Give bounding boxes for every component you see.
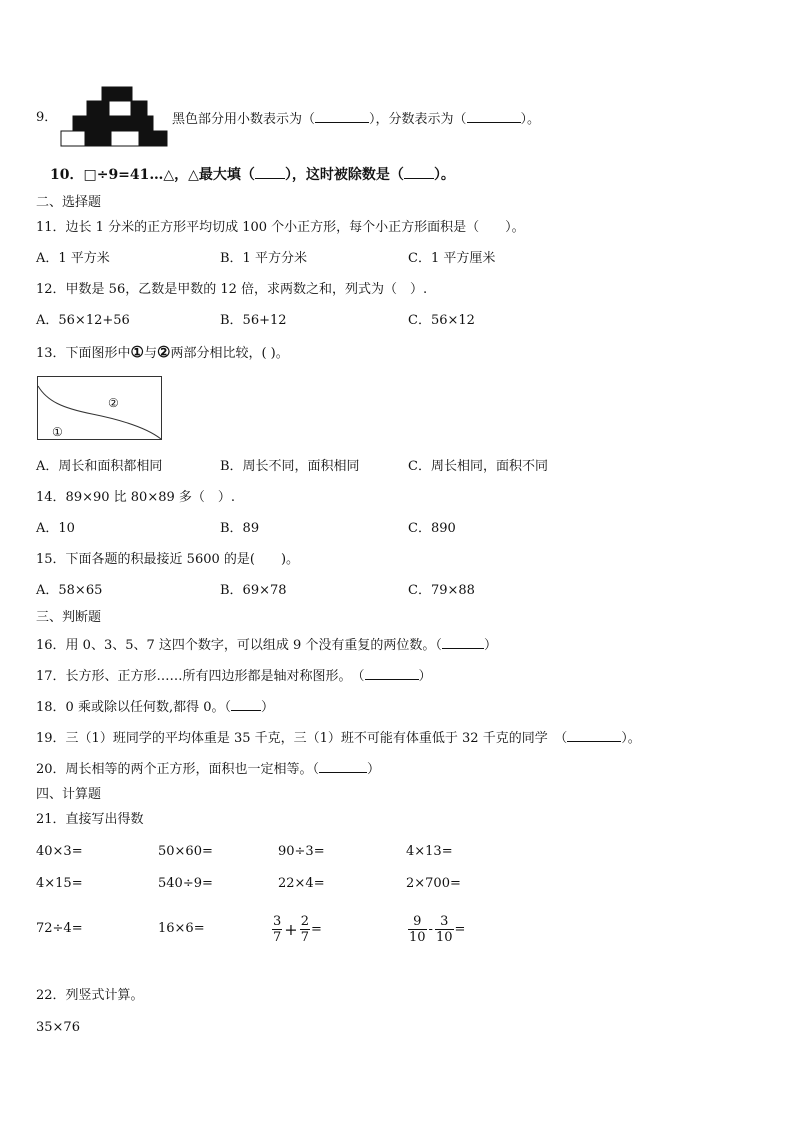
q21-r3-c2: 16×6= <box>158 921 205 936</box>
q21-r2-c2: 540÷9= <box>158 876 213 891</box>
q15-text: 15．下面各题的积最接近 5600 的是( )。 <box>36 552 300 567</box>
section-calc-heading: 四、计算题 <box>36 787 102 802</box>
q14-option-c[interactable]: C．890 <box>408 521 456 536</box>
q20-text-b: ） <box>367 762 381 777</box>
q21-r3-c1: 72÷4= <box>36 921 83 936</box>
equals-sign: = <box>454 921 466 937</box>
q9-blank-decimal[interactable] <box>315 110 369 123</box>
q21-text: 21．直接写出得数 <box>36 812 144 827</box>
q18-text <box>36 698 274 716</box>
q11-option-b[interactable]: B．1 平方分米 <box>220 251 307 266</box>
q16-text <box>36 636 497 654</box>
q12-option-a[interactable]: A．56×12+56 <box>36 313 130 328</box>
q15-option-a[interactable]: A．58×65 <box>36 583 103 598</box>
q12-option-b[interactable]: B．56+12 <box>220 313 287 328</box>
q21-r1-c2: 50×60= <box>158 844 213 859</box>
fraction: $\frac{9}{10}$ <box>409 913 426 945</box>
q13-circle-1: ① <box>130 343 144 361</box>
q10-text <box>50 166 455 183</box>
q19-answer-blank[interactable] <box>567 729 621 742</box>
q9-text <box>172 110 540 128</box>
q16-text-a: 16．用 0、3、5、7 这四个数字，可以组成 9 个没有重复的两位数。（ <box>36 638 442 653</box>
q16-text-b: ） <box>483 638 497 653</box>
q22-text: 22．列竖式计算。 <box>36 988 144 1003</box>
section-judge-heading: 三、判断题 <box>36 610 102 625</box>
q9-blank-fraction[interactable] <box>467 110 521 123</box>
q17-text-a: 17．长方形、正方形……所有四边形都是轴对称图形。 （ <box>36 669 365 684</box>
q13-text-a: 13．下面图形中 <box>36 346 131 361</box>
section-choice-heading: 二、选择题 <box>36 195 102 210</box>
q17-text <box>36 667 432 685</box>
q21-fraction-expr-1 <box>272 908 322 950</box>
q13-figure-label-2: ② <box>108 396 119 410</box>
q21-r2-c1: 4×15= <box>36 876 83 891</box>
q19-text <box>36 729 641 747</box>
q10-text-c: ）。 <box>433 167 455 183</box>
q20-text-a: 20．周长相等的两个正方形，面积也一定相等。（ <box>36 762 320 777</box>
q21-r2-c3: 22×4= <box>278 876 325 891</box>
q21-r1-c4: 4×13= <box>406 844 453 859</box>
q13-option-a[interactable]: A．周长和面积都相同 <box>36 459 163 474</box>
q19-text-b: ）。 <box>621 731 641 746</box>
q13-text-c: 两部分相比较，( )。 <box>170 346 289 361</box>
q13-text <box>36 344 289 362</box>
equals-sign: = <box>310 921 322 937</box>
q12-text: 12．甲数是 56，乙数是甲数的 12 倍，求两数之和，列式为（ ）. <box>36 282 428 297</box>
q10-blank-dividend[interactable] <box>404 166 434 179</box>
q17-answer-blank[interactable] <box>365 667 419 680</box>
q21-fraction-expr-2 <box>408 908 465 950</box>
q15-option-c[interactable]: C．79×88 <box>408 583 475 598</box>
q13-option-c[interactable]: C．周长相同，面积不同 <box>408 459 548 474</box>
q21-r2-c4: 2×700= <box>406 876 461 891</box>
q18-answer-blank[interactable] <box>231 698 261 711</box>
q9-text-c: ）。 <box>520 112 541 127</box>
q13-option-b[interactable]: B．周长不同，面积相同 <box>220 459 360 474</box>
fraction: $\frac{3}{10}$ <box>435 913 453 945</box>
q18-text-a: 18．0 乘或除以任何数,都得 0。（ <box>36 700 231 715</box>
q16-answer-blank[interactable] <box>442 636 484 649</box>
q11-text: 11．边长 1 分米的正方形平均切成 100 个小正方形，每个小正方形面积是（ ）。 <box>36 220 525 235</box>
q14-text: 14．89×90 比 80×89 多（ ）. <box>36 490 236 505</box>
q15-option-b[interactable]: B．69×78 <box>220 583 287 598</box>
q11-option-c[interactable]: C．1 平方厘米 <box>408 251 496 266</box>
q20-text <box>36 760 380 778</box>
q9-text-b: ），分数表示为（ <box>369 112 467 127</box>
fraction: $\frac{3}{7}$ <box>273 913 282 945</box>
q13-figure-label-1: ① <box>52 425 63 439</box>
q14-option-b[interactable]: B．89 <box>220 521 260 536</box>
q9-block-figure <box>60 86 170 148</box>
q12-option-c[interactable]: C．56×12 <box>408 313 475 328</box>
q9-number: 9． <box>36 110 58 125</box>
q18-text-b: ） <box>260 700 274 715</box>
q10-text-b: ），这时被除数是（ <box>284 167 404 183</box>
q19-text-a: 19．三（1）班同学的平均体重是 35 千克，三（1）班不可能有体重低于 32 千克的同学 （ <box>36 731 568 746</box>
q10-text-a: 10．□÷9=41…△，△最大填（ <box>50 167 255 183</box>
plus-sign: + <box>284 919 298 939</box>
q22-expression: 35×76 <box>36 1020 80 1035</box>
q13-text-b: 与 <box>144 346 158 361</box>
q17-text-b: ） <box>418 669 432 684</box>
q13-circle-2: ② <box>157 343 171 361</box>
q20-answer-blank[interactable] <box>319 760 367 773</box>
q21-r1-c1: 40×3= <box>36 844 83 859</box>
minus-sign: - <box>428 921 433 937</box>
q10-blank-remainder[interactable] <box>255 166 285 179</box>
q14-option-a[interactable]: A．10 <box>36 521 75 536</box>
q9-text-a: 黑色部分用小数表示为（ <box>172 112 316 127</box>
fraction: $\frac{2}{7}$ <box>300 913 309 945</box>
q21-r1-c3: 90÷3= <box>278 844 325 859</box>
q11-option-a[interactable]: A．1 平方米 <box>36 251 110 266</box>
